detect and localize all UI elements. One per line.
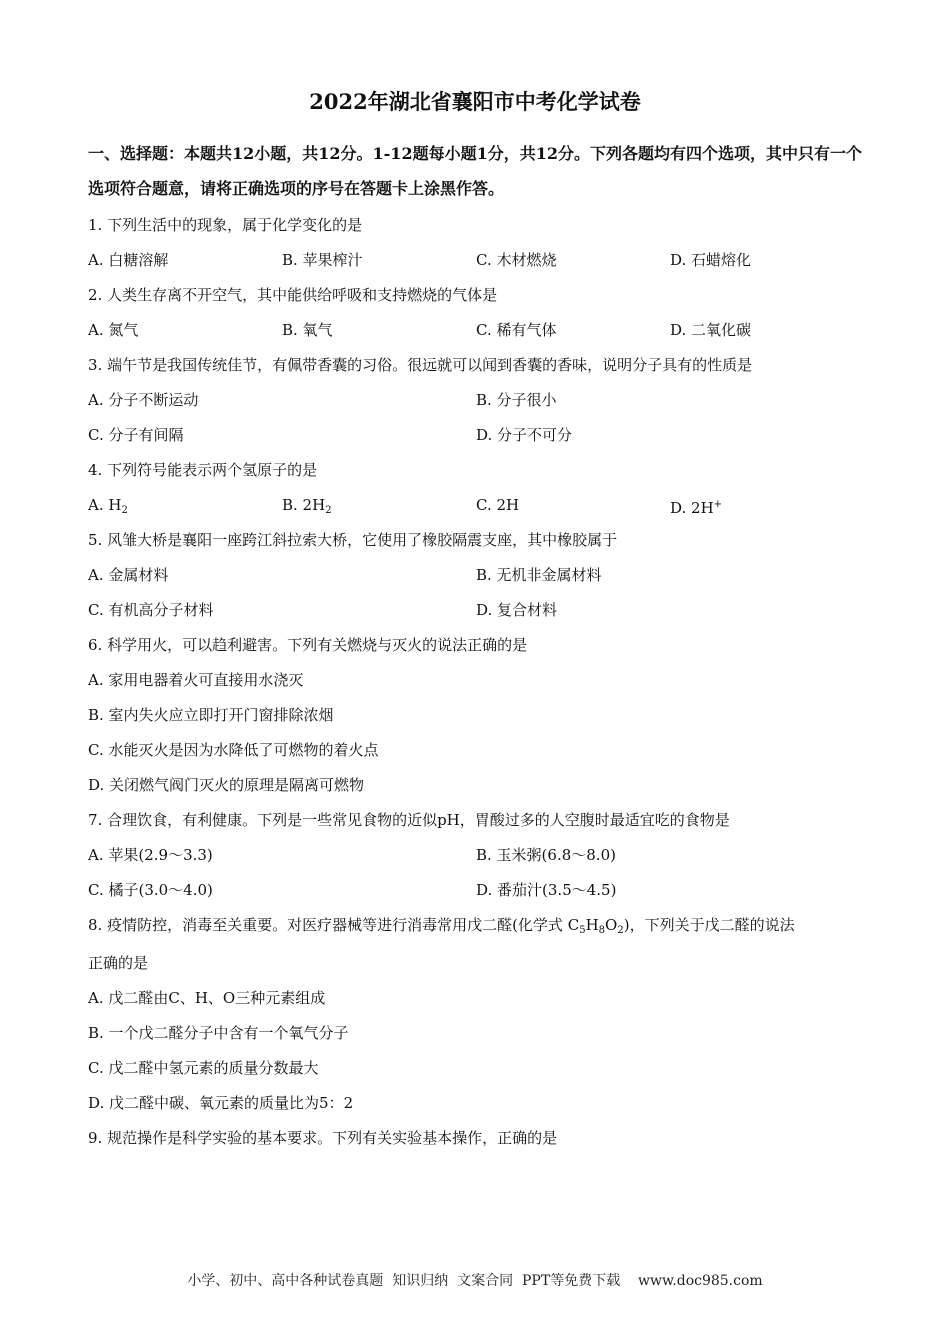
formula-part: H (585, 916, 599, 934)
stem-text: 8. 疫情防控，消毒至关重要。对医疗器械等进行消毒常用戊二醛(化学式 C (88, 916, 580, 934)
option-c: C. 橘子(3.0～4.0) (88, 881, 213, 899)
subscript: 2 (121, 505, 128, 516)
question-7-options-row2 (88, 880, 868, 900)
option-d: D. 石蜡熔化 (670, 251, 752, 269)
question-5-stem: 5. 风雏大桥是襄阳一座跨江斜拉索大桥，它使用了橡胶隔震支座，其中橡胶属于 (88, 531, 618, 549)
page-title: 2022年湖北省襄阳市中考化学试卷 (309, 89, 641, 114)
option-a: A. 戊二醛由C、H、O三种元素组成 (88, 989, 326, 1007)
option-b: B. 分子很小 (476, 391, 557, 409)
option-a: A. 苹果(2.9～3.3) (88, 846, 213, 864)
question-1-options (88, 250, 868, 270)
option-d: D. 戊二醛中碳、氧元素的质量比为5：2 (88, 1094, 354, 1112)
question-7-stem: 7. 合理饮食，有利健康。下列是一些常见食物的近似pH，胃酸过多的人空腹时最适宜吃的食物是 (88, 811, 730, 829)
option-c: C. 木材燃烧 (476, 251, 557, 269)
option-c: C. 水能灭火是因为水降低了可燃物的着火点 (88, 741, 379, 759)
option-b: B. 无机非金属材料 (476, 566, 602, 584)
option-d (670, 495, 722, 518)
superscript: + (713, 499, 723, 510)
formula-part: O (605, 916, 618, 934)
option-b (282, 495, 332, 521)
question-9-stem: 9. 规范操作是科学实验的基本要求。下列有关实验基本操作，正确的是 (88, 1129, 558, 1147)
question-2-options (88, 320, 868, 340)
question-3-options-row1 (88, 390, 868, 410)
footer-text: 小学、初中、高中各种试卷真题 知识归纳 文案合同 PPT等免费下载 www.doc985.com (187, 1273, 763, 1289)
question-3-options-row2 (88, 425, 868, 445)
option-d: D. 二氧化碳 (670, 321, 752, 339)
subscript: 5 (579, 925, 586, 936)
question-4-options (88, 495, 868, 515)
option-d: D. 分子不可分 (476, 426, 573, 444)
option-a: A. 家用电器着火可直接用水浇灭 (88, 671, 304, 689)
option-b: B. 一个戊二醛分子中含有一个氧气分子 (88, 1024, 349, 1042)
option-c: C. 2H (476, 496, 520, 514)
section-heading: 一、选择题：本题共12小题，共12分。1-12题每小题1分，共12分。下列各题均有四个选项，其中只有一个选项符合题意，请将正确选项的序号在答题卡上涂黑作答。 (88, 144, 862, 198)
option-b: B. 苹果榨汁 (282, 251, 363, 269)
question-5-options-row2 (88, 600, 868, 620)
option-a-text: A. H (88, 496, 122, 514)
option-a (88, 495, 128, 521)
question-1-stem: 1. 下列生活中的现象，属于化学变化的是 (88, 216, 363, 234)
option-c: C. 有机高分子材料 (88, 601, 214, 619)
option-d: D. 番茄汁(3.5～4.5) (476, 881, 617, 899)
stem-text: )，下列关于戊二醛的说法 (623, 916, 795, 934)
question-3-stem: 3. 端午节是我国传统佳节，有佩带香囊的习俗。很远就可以闻到香囊的香味，说明分子具有的性质是 (88, 356, 753, 374)
subscript: 8 (598, 925, 606, 936)
option-b: B. 氧气 (282, 321, 333, 339)
option-d: D. 复合材料 (476, 601, 558, 619)
option-a: A. 金属材料 (88, 566, 169, 584)
subscript: 2 (325, 505, 332, 516)
question-8-stem (88, 915, 795, 941)
option-c: C. 分子有间隔 (88, 426, 184, 444)
option-a: A. 白糖溶解 (88, 251, 169, 269)
option-b: B. 玉米粥(6.8～8.0) (476, 846, 616, 864)
option-b: B. 室内失火应立即打开门窗排除浓烟 (88, 706, 334, 724)
option-d-text: D. 2H (670, 499, 714, 517)
question-6-stem: 6. 科学用火，可以趋利避害。下列有关燃烧与灭火的说法正确的是 (88, 636, 528, 654)
option-a: A. 氮气 (88, 321, 139, 339)
question-2-stem: 2. 人类生存离不开空气，其中能供给呼吸和支持燃烧的气体是 (88, 286, 498, 304)
option-d: D. 关闭燃气阀门灭火的原理是隔离可燃物 (88, 776, 365, 794)
option-b-text: B. 2H (282, 496, 326, 514)
question-5-options-row1 (88, 565, 868, 585)
option-a: A. 分子不断运动 (88, 391, 199, 409)
option-c: C. 稀有气体 (476, 321, 557, 339)
question-4-stem: 4. 下列符号能表示两个氢原子的是 (88, 461, 318, 479)
question-7-options-row1 (88, 845, 868, 865)
subscript: 2 (617, 925, 624, 936)
question-8-stem-line2: 正确的是 (88, 954, 149, 972)
option-c: C. 戊二醛中氢元素的质量分数最大 (88, 1059, 319, 1077)
